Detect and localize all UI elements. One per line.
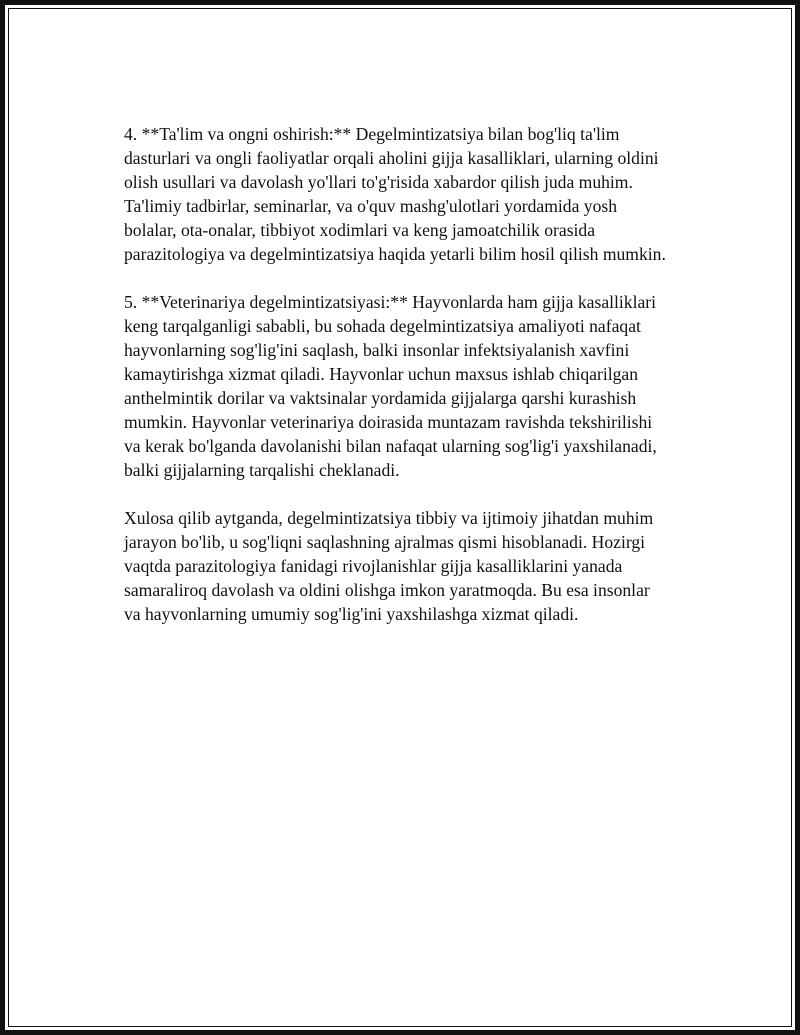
text-line: keng tarqalganligi sababli, bu sohada degelmintizatsiya amaliyoti nafaqat [124, 316, 641, 336]
paragraph-education [124, 122, 704, 266]
text-line: dasturlari va ongli faoliyatlar orqali aholini gijja kasalliklari, ularning oldini [124, 148, 659, 168]
text-line: va hayvonlarning umumiy sog'lig'ini yaxshilashga xizmat qiladi. [124, 604, 579, 624]
text-line: olish usullari va davolash yo'llari to'g'risida xabardor qilish juda muhim. [124, 172, 633, 192]
text-line: samaraliroq davolash va oldini olishga imkon yaratmoqda. Bu esa insonlar [124, 580, 650, 600]
text-line: balki gijjalarning tarqalishi cheklanadi. [124, 460, 400, 480]
text-line: va kerak bo'lganda davolanishi bilan nafaqat ularning sog'lig'i yaxshilanadi, [124, 436, 657, 456]
text-line: parazitologiya va degelmintizatsiya haqida yetarli bilim hosil qilish mumkin. [124, 244, 666, 264]
text-line: kamaytirishga xizmat qiladi. Hayvonlar uchun maxsus ishlab chiqarilgan [124, 364, 638, 384]
text-line: bolalar, ota-onalar, tibbiyot xodimlari va keng jamoatchilik orasida [124, 220, 596, 240]
text-line: vaqtda parazitologiya fanidagi rivojlanishlar gijja kasalliklarini yanada [124, 556, 623, 576]
text-line: hayvonlarning sog'lig'ini saqlash, balki insonlar infektsiyalanish xavfini [124, 340, 630, 360]
text-line: mumkin. Hayvonlar veterinariya doirasida muntazam ravishda tekshirilishi [124, 412, 653, 432]
paragraph-veterinary [124, 290, 704, 482]
document-body [124, 122, 704, 650]
text-line: 5. **Veterinariya degelmintizatsiyasi:** Hayvonlarda ham gijja kasalliklari [124, 292, 657, 312]
text-line: Xulosa qilib aytganda, degelmintizatsiya tibbiy va ijtimoiy jihatdan muhim [124, 508, 654, 528]
text-line: jarayon bo'lib, u sog'liqni saqlashning ajralmas qismi hisoblanadi. Hozirgi [124, 532, 646, 552]
text-line: anthelmintik dorilar va vaktsinalar yordamida gijjalarga qarshi kurashish [124, 388, 637, 408]
text-line: Ta'limiy tadbirlar, seminarlar, va o'quv mashg'ulotlari yordamida yosh [124, 196, 618, 216]
text-line: 4. **Ta'lim va ongni oshirish:** Degelmintizatsiya bilan bog'liq ta'lim [124, 124, 620, 144]
paragraph-conclusion [124, 506, 704, 626]
